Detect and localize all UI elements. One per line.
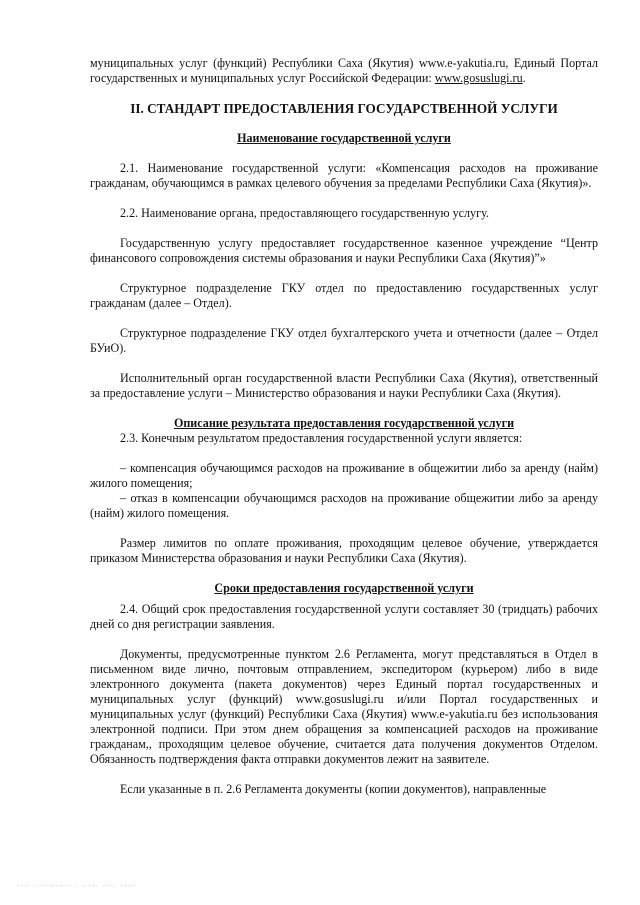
accounting-department-paragraph: Структурное подразделение ГКУ отдел бухгалтерского учета и отчетности (далее – Отдел БУиО). — [90, 326, 598, 355]
intro-end: . — [522, 71, 526, 85]
provider-paragraph: Государственную услугу предоставляет государственное казенное учреждение “Центр финансового сопровождения системы образования и науки Республики Саха (Якутия)”» — [90, 236, 598, 265]
last-paragraph: Если указанные в п. 2.6 Регламента документы (копии документов), направленные — [120, 782, 547, 796]
paragraph-2-3: 2.3. Конечным результатом предоставления государственной услуги является: — [120, 431, 523, 445]
department-paragraph: Структурное подразделение ГКУ отдел по предоставлению государственных услуг гражданам (далее – Отдел). — [90, 281, 598, 310]
gosuslugi-link[interactable]: www.gosuslugi.ru — [434, 71, 523, 85]
limits-paragraph: Размер лимитов по оплате проживания, проходящим целевое обучение, утверждается приказом Министерства образования и науки Республики Саха (Якутия). — [90, 536, 598, 565]
intro-paragraph — [90, 56, 598, 86]
terms-heading: Сроки предоставления государственной услуги — [214, 581, 474, 595]
section-heading: II. СТАНДАРТ ПРЕДОСТАВЛЕНИЯ ГОСУДАРСТВЕННОЙ УСЛУГИ — [130, 101, 558, 116]
paragraph-2-1: 2.1. Наименование государственной услуги: «Компенсация расходов на проживание гражданам, обучающимся в рамках целевого обучения за пределами Республики Саха (Якутия)». — [90, 161, 598, 190]
paragraph-2-4: 2.4. Общий срок предоставления государственной услуги составляет 30 (тридцать) рабочих дней со дня регистрации заявления. — [90, 602, 598, 631]
ministry-paragraph: Исполнительный орган государственной власти Республики Саха (Якутия), ответственный за предоставление услуги – Министерство образования и науки Республики Саха (Якутия). — [90, 371, 598, 400]
service-name-heading: Наименование государственной услуги — [237, 131, 451, 145]
paragraph-2-2: 2.2. Наименование органа, предоставляющего государственную услугу. — [120, 206, 489, 220]
intro-text: муниципальных услуг (функций) Республики Саха (Якутия) www.e-yakutia.ru, Единый Портал государственных и муниципальных услуг Российской Федерации: — [90, 56, 598, 85]
documents-paragraph: Документы, предусмотренные пунктом 2.6 Регламента, могут представляться в Отдел в письменном виде лично, почтовым отправлением, экспедитором (курьером) либо в виде электронного документа (пакета документов) через Единый портал государственных и муниципальных услуг (функций) www.gosuslugi.ru и/или Портал государственных и муниципальных услуг (функций) Республики Саха (Якутия) www.e-yakutia.ru без использования электронной подписи. При этом днем обращения за компенсацией расходов на проживание гражданам,, проходящим целевое обучение, считается дата получения документов Отделом. Обязанность подтверждения факта отправки документов лежит на заявителе. — [90, 647, 598, 766]
result-bullet-compensation: – компенсация обучающимся расходов на проживание в общежитии либо за аренду (найм) жилого помещения; — [90, 461, 598, 490]
result-bullet-refusal: – отказ в компенсации обучающимся расходов на проживание общежитии либо за аренду (найм) жилого помещения. — [90, 491, 598, 520]
scan-footer-marks: ᐧᐧᐧᐧᐧ ᐧᐧᐧᐧᐧᐧᐧᐧᐧᐧᐧᐧᐧᐧ ᐧ ᐧᐧᐧᐧᐧᐧ ᐧᐧᐧᐧᐧ ᐧᐧᐧᐧᐧᐧ — [18, 883, 135, 890]
result-heading: Описание результата предоставления государственной услуги — [173, 416, 515, 430]
document-body — [90, 56, 598, 797]
